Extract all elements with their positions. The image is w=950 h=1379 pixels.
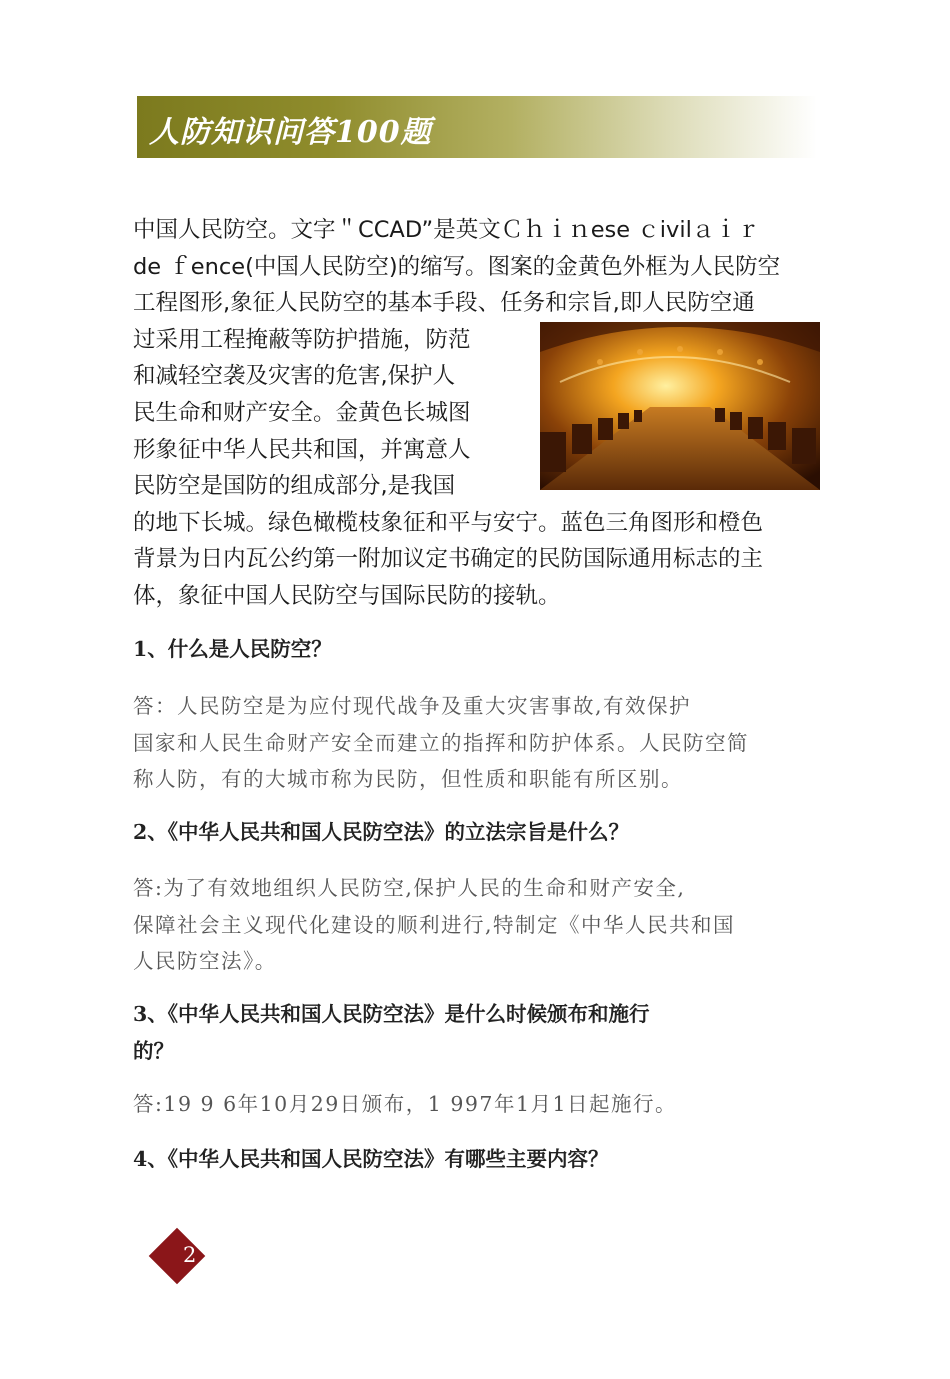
question-3-line: 3、《中华人民共和国人民防空法》是什么时候颁布和施行: [133, 1002, 650, 1026]
answer-2-line: 答:为了有效地组织人民防空,保护人民的生命和财产安全,: [133, 876, 686, 900]
tunnel-photo: [540, 322, 820, 490]
answer-3: 答:19 9 6年10月29日颁布，1 997年1月1日起施行。: [133, 1092, 678, 1116]
intro-line: de ｆence(中国人民防空)的缩写。图案的金黄色外框为人民防空: [133, 253, 781, 280]
intro-line: 体，象征中国人民防空与国际民防的接轨。: [133, 582, 561, 609]
intro-line: 过采用工程掩蔽等防护措施，防范: [133, 326, 471, 353]
document-title: 人防知识问答100题: [149, 115, 432, 150]
answer-1: [133, 688, 823, 808]
question-3-line: 的？: [133, 1038, 174, 1063]
page-number: 2: [183, 1243, 197, 1267]
intro-line: 中国人民防空。文字＂CCAD”是英文Ｃｈｉｎese ｃivilａｉｒ: [133, 217, 760, 243]
question-1: 1、什么是人民防空？: [133, 637, 332, 661]
answer-2-line: 保障社会主义现代化建设的顺利进行,特制定《中华人民共和国: [133, 912, 736, 937]
intro-line: 形象征中华人民共和国，并寓意人: [133, 436, 471, 463]
question-2: 2、《中华人民共和国人民防空法》的立法宗旨是什么？: [133, 820, 630, 844]
intro-line: 民防空是国防的组成部分,是我国: [133, 473, 456, 500]
question-4: 4、《中华人民共和国人民防空法》有哪些主要内容？: [133, 1147, 609, 1171]
answer-2-line: 人民防空法》。: [133, 949, 277, 973]
answer-1-line: 答：人民防空是为应付现代战争及重大灾害事故,有效保护: [133, 694, 692, 718]
intro-line: 工程图形,象征人民防空的基本手段、任务和宗旨,即人民防空通: [133, 290, 755, 317]
page-number-diamond: [149, 1228, 206, 1285]
intro-line: 背景为日内瓦公约第一附加议定书确定的民防国际通用标志的主: [133, 546, 764, 573]
intro-line: 的地下长城。绿色橄榄枝象征和平与安宁。蓝色三角图形和橙色: [133, 509, 764, 536]
intro-line: 和减轻空袭及灾害的危害,保护人: [133, 363, 456, 390]
answer-1-line: 称人防，有的大城市称为民防，但性质和职能有所区别。: [133, 767, 683, 791]
answer-2: [133, 870, 823, 990]
header-banner: [137, 96, 817, 158]
intro-line: 民生命和财产安全。金黄色长城图: [133, 399, 471, 426]
question-3: [133, 996, 823, 1069]
answer-1-line: 国家和人民生命财产安全而建立的指挥和防护体系。人民防空简: [133, 730, 749, 755]
